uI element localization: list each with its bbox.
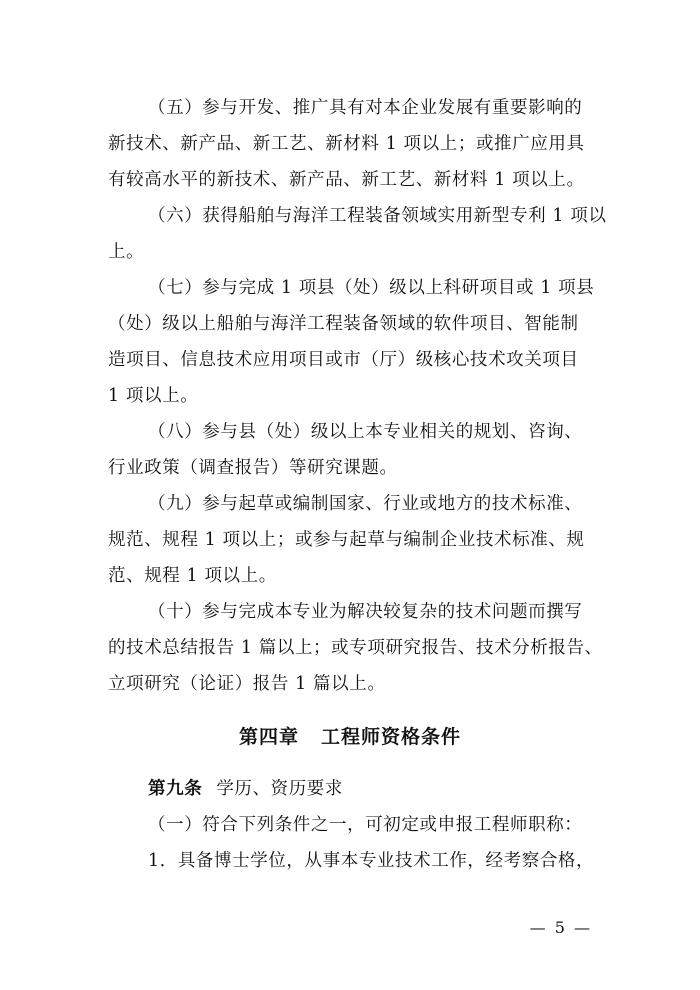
text-line: （十）参与完成本专业为解决较复杂的技术问题而撰写 [148,602,583,622]
text-line: （六）获得船舶与海洋工程装备领域实用新型专利 1 项以 [148,206,607,226]
text-line: （处）级以上船舶与海洋工程装备领域的软件项目、智能制 [108,314,579,334]
article-heading [148,777,343,801]
text-line: 新技术、新产品、新工艺、新材料 1 项以上；或推广应用具 [108,134,585,154]
text-line: 上。 [108,242,145,262]
article-title: 学历、资历要求 [216,779,344,799]
text-line: （一）符合下列条件之一，可初定或申报工程师职称： [148,815,583,835]
chapter-title: 工程师资格条件 [321,726,462,748]
text-line: 有较高水平的新技术、新产品、新工艺、新材料 1 项以上。 [108,170,585,190]
text-line: 规范、规程 1 项以上；或参与起草与编制企业技术标准、规 [108,530,585,550]
text-line: 范、规程 1 项以上。 [108,566,277,586]
article-number: 第九条 [148,779,203,799]
text-line: （九）参与起草或编制国家、行业或地方的技术标准、 [148,494,583,514]
page-number: — 5 — [529,918,592,937]
chapter-heading [0,722,700,749]
text-line: 1 项以上。 [108,386,199,406]
text-line: （八）参与县（处）级以上本专业相关的规划、咨询、 [148,422,583,442]
text-line: （七）参与完成 1 项县（处）级以上科研项目或 1 项县 [148,278,595,298]
text-line: 行业政策（调查报告）等研究课题。 [108,458,398,478]
chapter-number: 第四章 [238,726,299,748]
text-line: 立项研究（论证）报告 1 篇以上。 [108,674,386,694]
text-line: （五）参与开发、推广具有对本企业发展有重要影响的 [148,98,583,118]
text-line: 1．具备博士学位，从事本专业技术工作，经考察合格， [148,851,595,871]
text-line: 造项目、信息技术应用项目或市（厅）级核心技术攻关项目 [108,350,579,370]
text-line: 的技术总结报告 1 篇以上；或专项研究报告、技术分析报告、 [108,638,603,658]
